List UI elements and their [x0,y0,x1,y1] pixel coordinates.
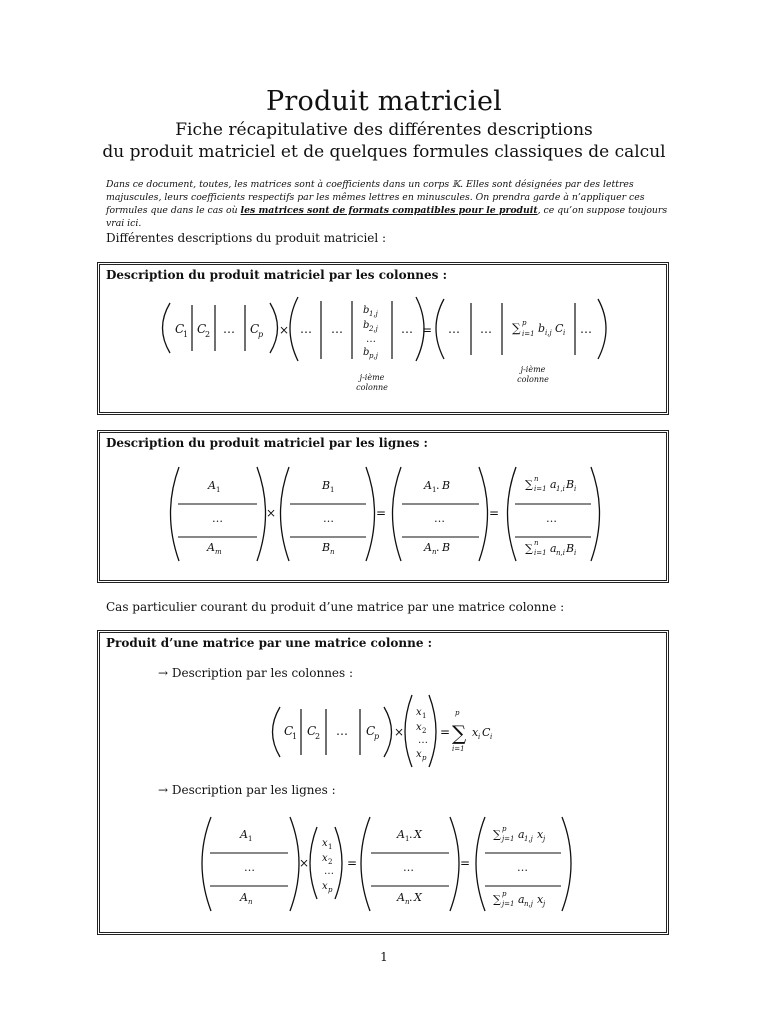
svg-text:a: a [518,828,525,841]
svg-text:…: … [434,512,445,525]
svg-text:p: p [422,754,427,762]
svg-text:C: C [175,322,185,336]
svg-text:x: x [537,893,544,906]
svg-text:B: B [322,479,331,492]
svg-text:C: C [197,322,207,336]
svg-text:1: 1 [330,486,335,494]
svg-text:…: … [331,322,343,336]
svg-text:i,j: i,j [545,329,552,337]
svg-text:1: 1 [216,486,221,494]
svg-text:p,j: p,j [369,352,378,360]
svg-text:x: x [322,853,328,864]
svg-text:C: C [284,724,294,738]
svg-text:…: … [517,861,528,874]
box-column-vector [97,630,669,935]
svg-text:i: i [478,733,481,741]
svg-text:B: B [442,541,451,554]
svg-text:=: = [376,506,387,520]
svg-text:A: A [240,828,248,841]
page-title: Produit matriciel [266,86,502,117]
svg-text:i: i [563,329,566,337]
svg-text:p: p [455,709,460,717]
svg-text:A: A [424,541,432,554]
section-1-intro: Différentes descriptions du produit matriciel : [106,231,387,245]
intro-text-1: Dans ce document, toutes, les matrices sont à coefficients dans un corps 𝕂. Elles sont désignées par des lettres majuscules, leurs coefficients respectifs par les mêmes lettres en minuscules. On prendra garde à n’appliquer ces formules que dans le cas où [106,179,645,216]
column-annotation-left [352,373,392,393]
svg-text:…: … [244,861,255,874]
svg-text:×: × [299,856,310,870]
intro-paragraph [106,178,668,230]
svg-text:…: … [480,322,492,336]
svg-text:j=1: j=1 [502,900,515,908]
svg-text:i: i [574,485,577,493]
svg-text:x: x [322,881,328,892]
intro-text-2: , ce qu’on suppose toujours vrai ici. [106,205,668,229]
svg-text:…: … [546,512,557,525]
page-number: 1 [380,950,388,964]
svg-text:…: … [300,322,312,336]
svg-text:…: … [580,322,592,336]
svg-text:x: x [416,707,422,718]
svg-text:b: b [538,322,546,335]
subsection-columns: → Description par les colonnes : [158,666,354,680]
svg-text:A: A [207,541,215,554]
svg-text:.: . [436,541,440,554]
svg-text:a: a [518,893,525,906]
svg-text:p: p [258,330,264,339]
svg-text:1: 1 [432,486,437,494]
box-rows-title: Description du produit matriciel par les lignes : [106,436,428,450]
svg-text:C: C [482,726,491,739]
svg-text:…: … [223,322,235,336]
svg-text:1: 1 [405,835,410,843]
svg-text:1: 1 [248,835,253,843]
svg-text:p: p [374,732,380,741]
svg-text:∑: ∑ [525,542,533,555]
svg-text:2,j: 2,j [369,325,378,333]
svg-text:∑: ∑ [493,893,501,906]
svg-text:a: a [550,542,557,555]
svg-text:X: X [414,891,422,904]
svg-text:n: n [534,475,539,483]
svg-text:…: … [448,322,460,336]
svg-text:×: × [394,725,405,739]
svg-text:b: b [363,305,370,316]
svg-text:.: . [409,828,413,841]
svg-text:p: p [502,825,507,833]
box-column-vector-title: Produit d’une matrice par une matrice colonne : [106,636,433,650]
svg-text:1: 1 [183,330,189,339]
box-columns-description [97,262,669,415]
box-columns-title: Description du produit matriciel par les colonnes : [106,268,448,282]
svg-text:i=1: i=1 [534,485,547,493]
svg-text:n: n [432,548,437,556]
svg-text:i=1: i=1 [522,330,535,338]
svg-text:A: A [397,891,405,904]
formula-column-vector [100,633,666,932]
svg-text:…: … [403,861,414,874]
svg-text:×: × [279,323,290,337]
intro-emphasis: les matrices sont de formats compatibles pour le produit [240,205,538,216]
svg-text:=: = [460,856,471,870]
svg-text:A: A [208,479,216,492]
svg-text:C: C [555,322,564,335]
svg-text:=: = [347,856,358,870]
svg-text:i=1: i=1 [452,745,465,753]
svg-text:∑: ∑ [525,478,533,491]
svg-text:B: B [442,479,451,492]
svg-text:n,i: n,i [556,549,565,557]
svg-text:C: C [366,724,376,738]
svg-text:A: A [240,891,248,904]
svg-text:B: B [322,541,331,554]
svg-text:j: j [543,900,546,908]
svg-text:…: … [366,334,376,345]
svg-text:n: n [534,539,539,547]
svg-text:j=1: j=1 [502,835,515,843]
svg-text:2: 2 [422,727,427,735]
svg-text:a: a [550,478,557,491]
svg-text:=: = [489,506,500,520]
svg-text:=: = [440,725,451,739]
svg-text:b: b [363,347,370,358]
svg-text:n,j: n,j [524,900,533,908]
svg-text:C: C [307,724,317,738]
formula-rows [100,433,666,580]
svg-text:∑: ∑ [452,721,467,745]
svg-text:x: x [416,749,422,760]
svg-text:…: … [212,512,223,525]
svg-text:i: i [574,549,577,557]
svg-text:i=1: i=1 [534,549,547,557]
svg-text:…: … [418,735,428,746]
subtitle-line-2: du produit matriciel et de quelques formules classiques de calcul [102,142,666,162]
svg-text:.: . [436,479,440,492]
svg-text:…: … [401,322,413,336]
svg-text:x: x [322,838,328,849]
svg-text:b: b [363,320,370,331]
svg-text:…: … [323,512,334,525]
svg-text:m: m [215,548,222,556]
svg-text:x: x [472,726,479,739]
svg-text:A: A [424,479,432,492]
svg-text:1: 1 [422,712,427,720]
svg-text:i: i [490,733,493,741]
box-rows-description [97,430,669,583]
subtitle-line-1: Fiche récapitulative des différentes descriptions [175,120,593,140]
svg-text:p: p [502,890,507,898]
svg-text:∑: ∑ [512,321,521,335]
annotation-line-2: colonne [356,383,388,392]
svg-text:…: … [324,866,334,877]
svg-text:∑: ∑ [493,828,501,841]
svg-text:n: n [248,898,253,906]
svg-text:C: C [250,322,260,336]
svg-text:n: n [405,898,410,906]
svg-text:2: 2 [315,732,321,741]
svg-text:j: j [543,835,546,843]
svg-text:2: 2 [328,858,333,866]
svg-text:p: p [522,319,527,327]
svg-text:=: = [422,323,433,337]
svg-text:x: x [416,722,422,733]
svg-text:A: A [397,828,405,841]
subsection-rows: → Description par les lignes : [158,783,336,797]
svg-text:2: 2 [205,330,211,339]
annotation-line-1: j-ième [359,373,385,382]
section-2-intro: Cas particulier courant du produit d’une matrice par une matrice colonne : [106,600,565,614]
svg-text:×: × [266,506,277,520]
annotation-line-1: j-ième [520,365,546,374]
column-annotation-right [513,365,553,385]
svg-text:1: 1 [292,732,298,741]
svg-text:p: p [328,886,333,894]
svg-text:…: … [336,724,348,738]
svg-text:1,j: 1,j [524,835,533,843]
svg-text:.: . [409,891,413,904]
svg-text:B: B [566,478,575,491]
svg-text:n: n [330,548,335,556]
svg-text:B: B [566,542,575,555]
svg-text:X: X [414,828,422,841]
svg-text:1: 1 [328,843,333,851]
annotation-line-2: colonne [517,375,549,384]
svg-text:x: x [537,828,544,841]
svg-text:1,j: 1,j [369,310,378,318]
svg-text:1,i: 1,i [556,485,565,493]
